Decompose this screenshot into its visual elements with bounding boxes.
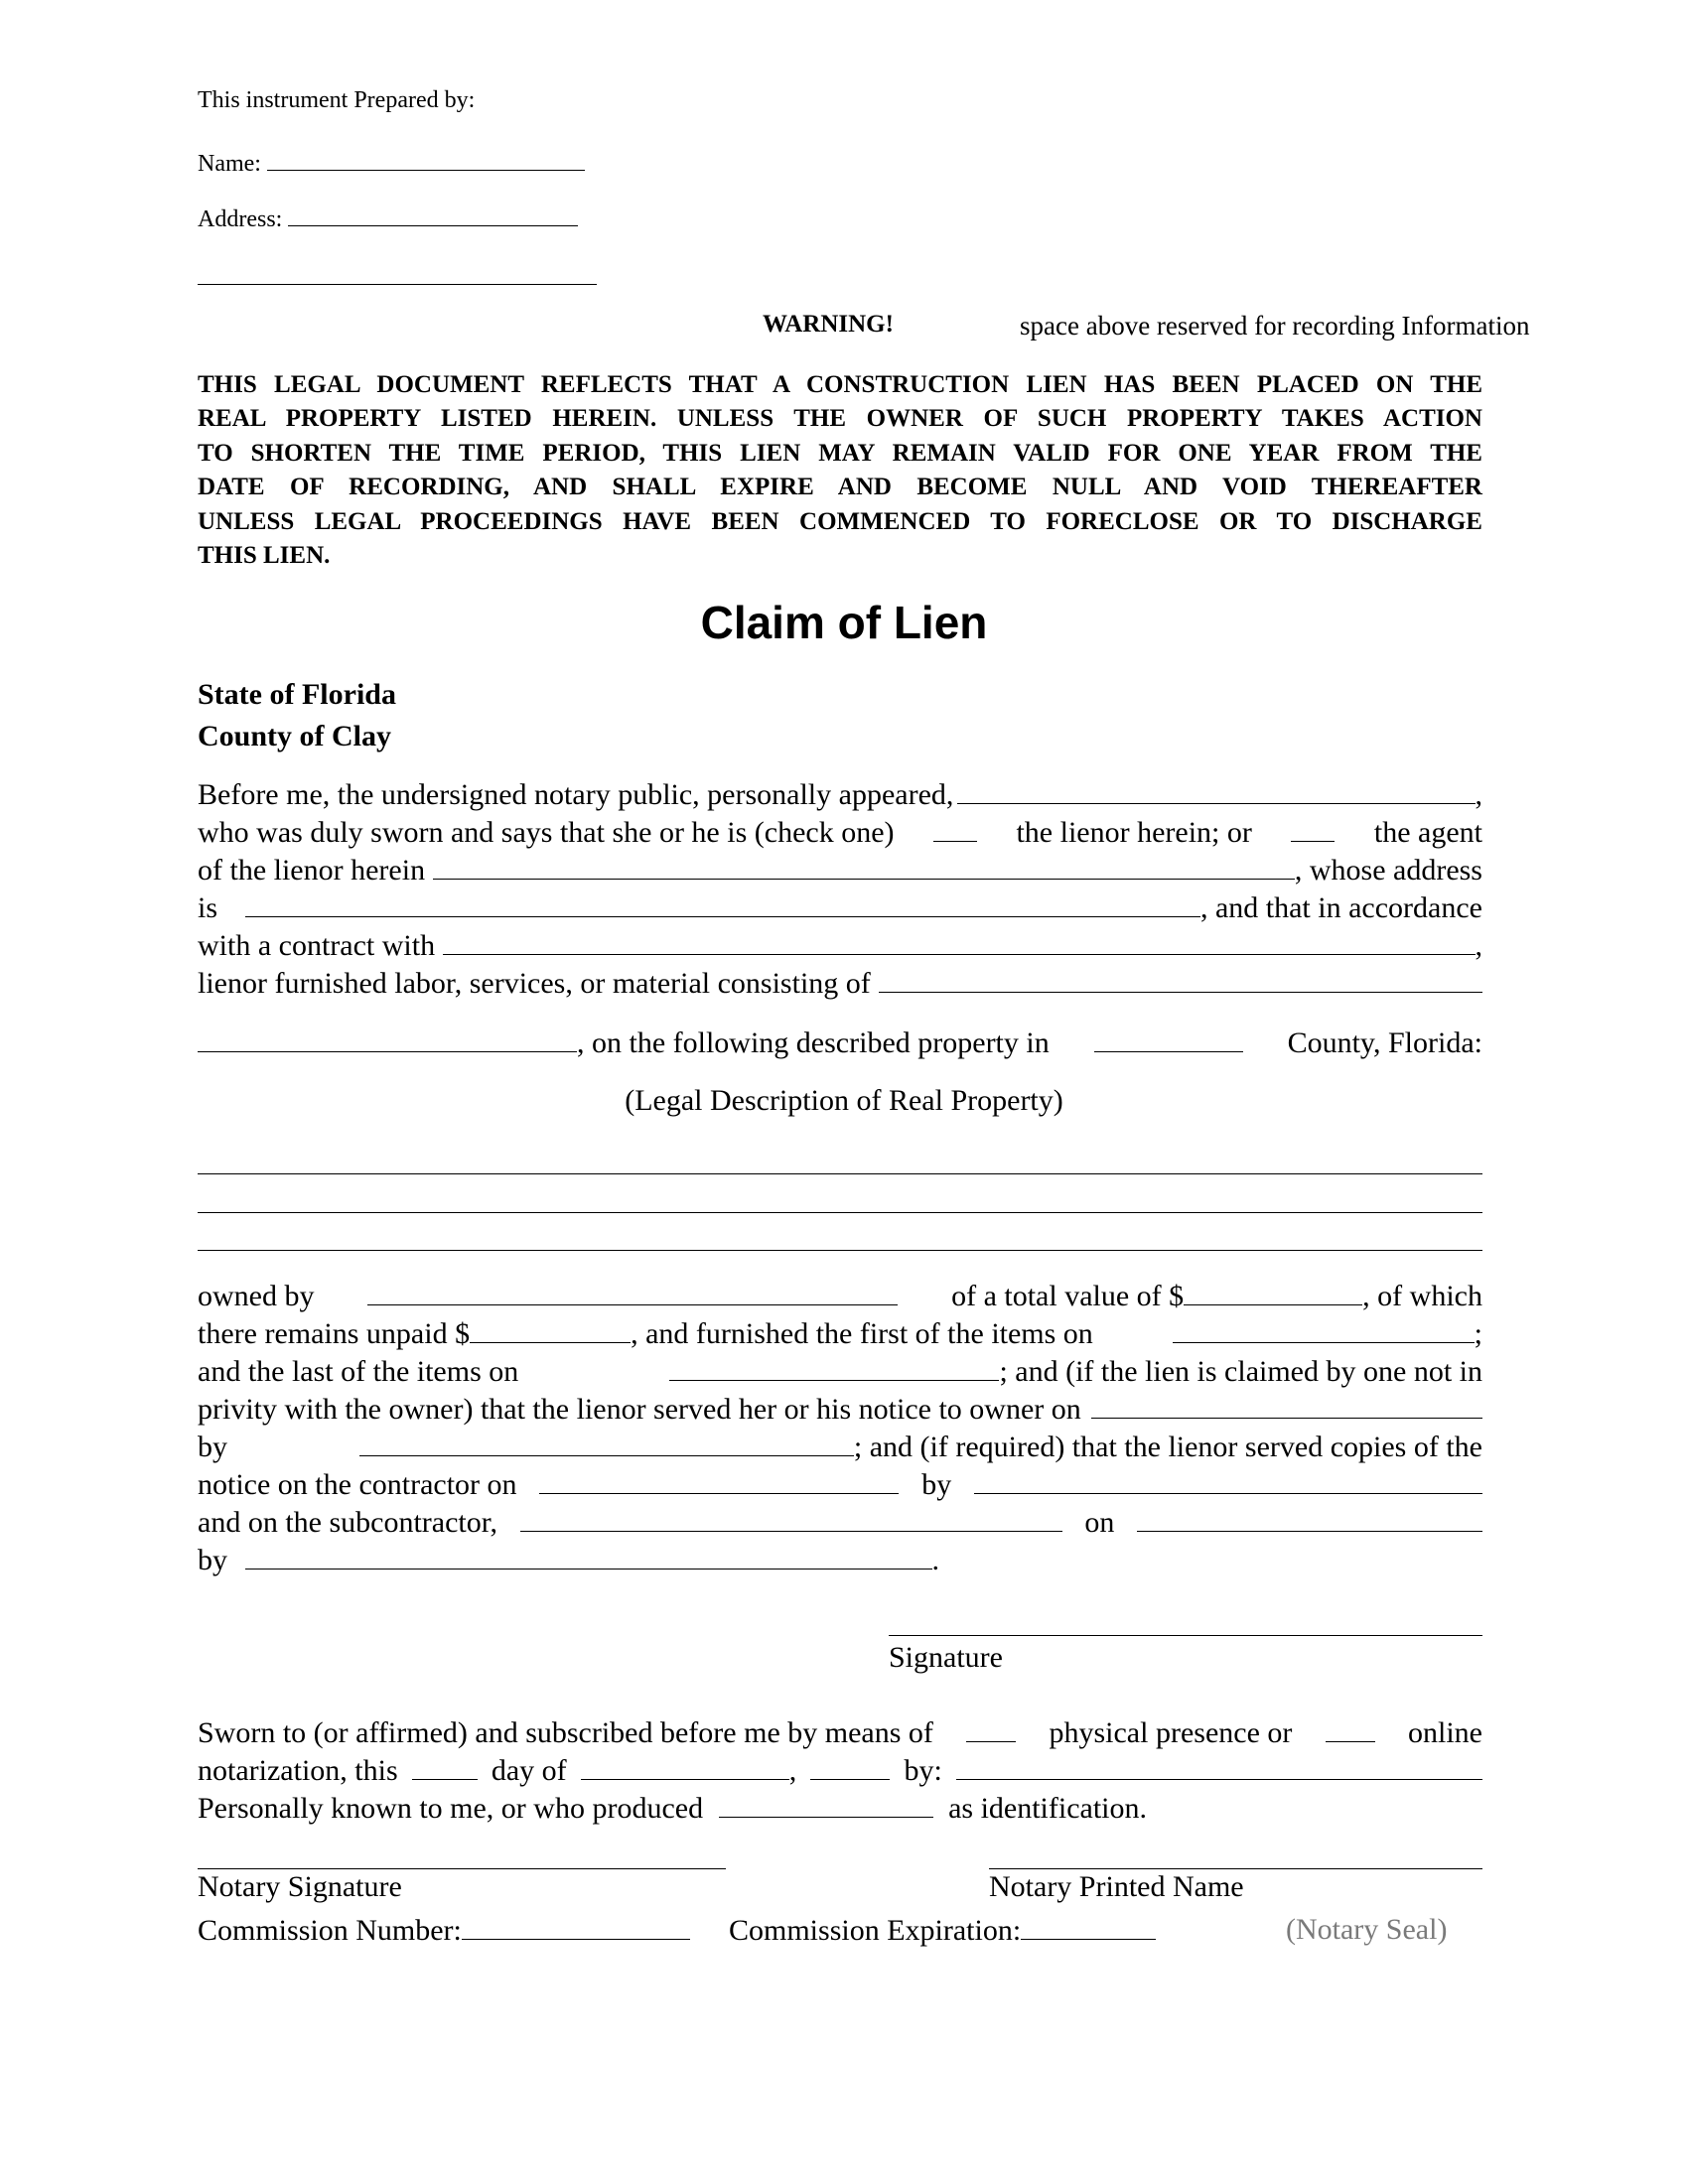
unpaid-text: there remains unpaid $: [198, 1317, 471, 1350]
contractor-notice-by-field[interactable]: [974, 1467, 1482, 1494]
notary-printed-name-label: Notary Printed Name: [989, 1870, 1244, 1903]
is-text: is: [198, 891, 218, 924]
notice-served-by-field[interactable]: [359, 1430, 854, 1456]
lienor-herein-text: the lienor herein; or: [1016, 816, 1252, 849]
legal-description-label: (Legal Description of Real Property): [625, 1084, 1063, 1117]
of-which-text: , of which: [1362, 1280, 1482, 1312]
last-items-date-field[interactable]: [669, 1354, 999, 1381]
warning-text-line: THIS LIEN.: [198, 542, 331, 569]
furnished-text: lienor furnished labor, services, or material consisting of: [198, 967, 871, 1000]
notary-signature-line[interactable]: [198, 1868, 726, 1869]
lienor-check-row: [198, 814, 1482, 852]
notary-seal-label: (Notary Seal): [1286, 1913, 1448, 1946]
physical-presence-text: physical presence or: [1049, 1716, 1293, 1749]
day-of-text: day of: [491, 1754, 567, 1787]
property-county-field[interactable]: [1094, 1025, 1243, 1052]
sworn-row: [198, 1714, 1482, 1752]
prepared-name-row: [198, 144, 585, 178]
personally-known-text: Personally known to me, or who produced: [198, 1792, 704, 1825]
identification-field[interactable]: [719, 1791, 933, 1818]
privity-row: [198, 1391, 1482, 1429]
prepared-address-field[interactable]: [288, 200, 578, 226]
served-by-row: [198, 1429, 1482, 1466]
prepared-by-heading: This instrument Prepared by:: [198, 87, 476, 113]
described-property-text: , on the following described property in: [577, 1026, 1050, 1059]
legal-description-line[interactable]: [198, 1173, 1482, 1174]
notarization-date-row: notarization, this day of , by:: [198, 1752, 1482, 1790]
subcontractor-field[interactable]: [520, 1505, 1062, 1532]
last-items-row: [198, 1353, 1482, 1391]
online-checkbox[interactable]: [1326, 1715, 1375, 1742]
contract-row: with a contract with ,: [198, 927, 1482, 965]
county-florida-text: County, Florida:: [1287, 1026, 1482, 1059]
commission-number-field[interactable]: [462, 1913, 690, 1940]
state-heading: State of Florida: [198, 678, 396, 711]
notice-to-owner-date-field[interactable]: [1091, 1392, 1482, 1419]
subcontractor-text: and on the subcontractor,: [198, 1506, 498, 1539]
prepared-name-field[interactable]: [267, 144, 585, 171]
material-continued-field[interactable]: [198, 1025, 577, 1052]
notarization-day-field[interactable]: [412, 1753, 478, 1780]
warning-text-line: UNLESS LEGAL PROCEEDINGS HAVE BEEN COMMENCED TO FORECLOSE OR TO DISCHARGE: [198, 508, 1482, 535]
property-row: [198, 1024, 1482, 1062]
material-field[interactable]: [879, 966, 1482, 993]
on-text: on: [1084, 1506, 1115, 1539]
recording-space-note: space above reserved for recording Information: [1020, 311, 1530, 341]
unpaid-amount-field[interactable]: [470, 1316, 631, 1343]
in-accordance-text: , and that in accordance: [1199, 891, 1482, 924]
prepared-address-row: [198, 200, 578, 233]
subcontractor-row: [198, 1504, 1482, 1542]
owner-field[interactable]: [367, 1279, 898, 1305]
warning-text-line: TO SHORTEN THE TIME PERIOD, THIS LIEN MAY REMAIN VALID FOR ONE YEAR FROM THE: [198, 440, 1482, 467]
commission-expiration-field[interactable]: [1021, 1913, 1156, 1940]
identification-row: [198, 1790, 1482, 1828]
warning-text-line: REAL PROPERTY LISTED HEREIN. UNLESS THE OWNER OF SUCH PROPERTY TAKES ACTION: [198, 405, 1482, 432]
affiant-row: Before me, the undersigned notary public, personally appeared, ,: [198, 776, 1482, 814]
total-value-field[interactable]: [1184, 1279, 1362, 1305]
material-row: [198, 965, 1482, 1003]
affiant-name-field[interactable]: [957, 777, 1475, 804]
commission-expiration-label: Commission Expiration:: [729, 1914, 1022, 1947]
prepared-address-line-2[interactable]: [198, 284, 597, 285]
commission-number-label: Commission Number:: [198, 1914, 462, 1947]
physical-presence-checkbox[interactable]: [966, 1715, 1016, 1742]
address-row: [198, 889, 1482, 927]
signature-line[interactable]: [889, 1635, 1482, 1636]
contract-with-text: with a contract with: [198, 929, 436, 962]
warning-text-line: THIS LEGAL DOCUMENT REFLECTS THAT A CONSTRUCTION LIEN HAS BEEN PLACED ON THE: [198, 371, 1482, 398]
document-title: Claim of Lien: [700, 597, 988, 648]
contractor-notice-row: [198, 1466, 1482, 1504]
copies-served-text: ; and (if required) that the lienor served copies of the: [853, 1431, 1482, 1463]
by-text: by: [198, 1431, 227, 1463]
affiant-intro: Before me, the undersigned notary public, personally appeared,: [198, 778, 954, 811]
commission-number-row: [198, 1913, 690, 1948]
contractor-notice-text: notice on the contractor on: [198, 1468, 517, 1501]
sworn-text: Sworn to (or affirmed) and subscribed before me by means of: [198, 1716, 933, 1749]
owner-row: [198, 1278, 1482, 1315]
check-one-text: who was duly sworn and says that she or he is (check one): [198, 816, 895, 849]
notarization-this-text: notarization, this: [198, 1754, 398, 1787]
total-value-text: of a total value of $: [951, 1280, 1185, 1312]
lienor-herein-label: of the lienor herein: [198, 854, 426, 887]
subcontractor-by-row: by .: [198, 1544, 939, 1576]
notarization-by-field[interactable]: [956, 1753, 1482, 1780]
warning-text-line: DATE OF RECORDING, AND SHALL EXPIRE AND BECOME NULL AND VOID THEREAFTER: [198, 474, 1482, 500]
warning-label: WARNING!: [763, 311, 894, 338]
whose-address-text: , whose address: [1294, 854, 1482, 887]
privity-text: privity with the owner) that the lienor served her or his notice to owner on: [198, 1393, 1081, 1426]
agent-checkbox[interactable]: [1291, 815, 1335, 842]
signature-label: Signature: [889, 1641, 1003, 1674]
notarization-year-field[interactable]: [810, 1753, 890, 1780]
first-items-date-field[interactable]: [1173, 1316, 1475, 1343]
last-items-text: and the last of the items on: [198, 1355, 519, 1388]
prepared-name-label: Name:: [198, 151, 261, 177]
contract-party-field[interactable]: [443, 928, 1475, 955]
by-text: by:: [904, 1754, 942, 1787]
subcontractor-by-field[interactable]: [245, 1543, 932, 1570]
first-items-text: , and furnished the first of the items on: [631, 1317, 1093, 1350]
lienor-address-field[interactable]: [245, 890, 1200, 917]
notary-signature-label: Notary Signature: [198, 1870, 402, 1903]
commission-expiration-row: [729, 1913, 1156, 1948]
owned-by-text: owned by: [198, 1280, 315, 1312]
notarization-month-field[interactable]: [581, 1753, 789, 1780]
county-heading: County of Clay: [198, 720, 392, 752]
unpaid-row: there remains unpaid $ , and furnished the first of the items on ;: [198, 1315, 1482, 1353]
prepared-address-label: Address:: [198, 206, 283, 232]
legal-description-line[interactable]: [198, 1250, 1482, 1251]
as-identification-text: as identification.: [948, 1792, 1148, 1825]
agent-text: the agent: [1373, 816, 1482, 849]
online-text: online: [1407, 1716, 1482, 1749]
by-text: by: [198, 1544, 227, 1576]
notary-printed-name-line[interactable]: [989, 1868, 1482, 1869]
subcontractor-date-field[interactable]: [1137, 1505, 1482, 1532]
lien-claimed-text: ; and (if the lien is claimed by one not in: [999, 1355, 1482, 1388]
by-text: by: [921, 1468, 952, 1501]
lienor-name-field[interactable]: [433, 853, 1295, 880]
legal-description-line[interactable]: [198, 1212, 1482, 1213]
contractor-notice-date-field[interactable]: [539, 1467, 899, 1494]
lienor-herein-checkbox[interactable]: [933, 815, 977, 842]
lienor-name-row: [198, 852, 1482, 889]
